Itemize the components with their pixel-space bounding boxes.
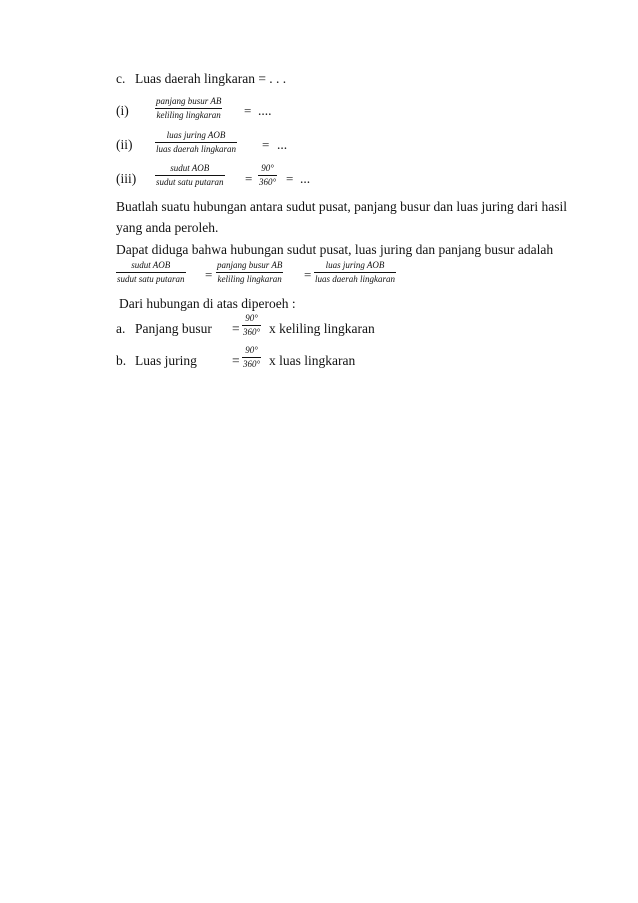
- result-a-label: a.: [116, 321, 126, 336]
- row-iii-fraction-1: [155, 164, 225, 187]
- item-c-label: c.: [116, 71, 126, 86]
- row-iii-numerator-1: sudut AOB: [170, 163, 210, 173]
- row-i-result: ....: [258, 103, 272, 118]
- paragraph-1-line-2: yang anda peroleh.: [116, 220, 219, 235]
- row-ii-equals: =: [262, 137, 270, 152]
- result-b-equals: =: [232, 353, 240, 368]
- row-i-denominator: keliling lingkaran: [156, 110, 221, 120]
- result-a-numerator: 90°: [245, 313, 258, 323]
- row-iii-label: (iii): [116, 171, 137, 186]
- result-b-denominator: 360°: [243, 359, 261, 369]
- relation-f3-numerator: luas juring AOB: [325, 260, 385, 270]
- row-iii-equals-1: =: [245, 171, 253, 186]
- row-iii-numerator-2: 90°: [261, 163, 274, 173]
- conclusion-intro: Dari hubungan di atas diperoeh :: [119, 296, 296, 311]
- result-b-fraction: [242, 346, 261, 369]
- row-iii-denominator-1: sudut satu putaran: [156, 177, 224, 187]
- result-a-equals: =: [232, 321, 240, 336]
- relation-f1-denominator: sudut satu putaran: [117, 274, 185, 284]
- relation-fraction-3: [314, 261, 396, 284]
- row-iii-result: ...: [300, 171, 311, 186]
- row-ii-denominator: luas daerah lingkaran: [156, 144, 236, 154]
- row-i-equals: =: [244, 103, 252, 118]
- result-b-name: Luas juring: [135, 353, 197, 368]
- item-c-text: Luas daerah lingkaran = . . .: [135, 71, 287, 86]
- row-iii-equals-2: =: [286, 171, 294, 186]
- relation-f3-denominator: luas daerah lingkaran: [315, 274, 395, 284]
- relation-fraction-2: [216, 261, 283, 284]
- result-b-numerator: 90°: [245, 345, 258, 355]
- relation-equals-1: =: [205, 267, 213, 282]
- relation-fraction-1: [116, 261, 186, 284]
- result-a-fraction: [242, 314, 261, 337]
- row-ii-numerator: luas juring AOB: [166, 130, 226, 140]
- row-i-label: (i): [116, 103, 129, 118]
- row-iii-fraction-2: [258, 164, 277, 187]
- result-b-label: b.: [116, 353, 127, 368]
- relation-f1-numerator: sudut AOB: [131, 260, 171, 270]
- row-i-numerator: panjang busur AB: [156, 96, 222, 106]
- paragraph-2: Dapat diduga bahwa hubungan sudut pusat, luas juring dan panjang busur adalah: [116, 242, 554, 257]
- relation-f2-denominator: keliling lingkaran: [217, 274, 282, 284]
- row-ii-label: (ii): [116, 137, 133, 152]
- row-iii-denominator-2: 360°: [259, 177, 277, 187]
- row-ii-fraction: [155, 131, 237, 154]
- row-ii-result: ...: [277, 137, 288, 152]
- result-a-denominator: 360°: [243, 327, 261, 337]
- result-a-rest: x keliling lingkaran: [269, 321, 375, 336]
- paragraph-1-line-1: Buatlah suatu hubungan antara sudut pusat, panjang busur dan luas juring dari hasil: [116, 199, 568, 214]
- row-i-fraction: [155, 97, 222, 120]
- result-a-name: Panjang busur: [135, 321, 212, 336]
- result-b-rest: x luas lingkaran: [269, 353, 356, 368]
- relation-equals-2: =: [304, 267, 312, 282]
- relation-f2-numerator: panjang busur AB: [217, 260, 283, 270]
